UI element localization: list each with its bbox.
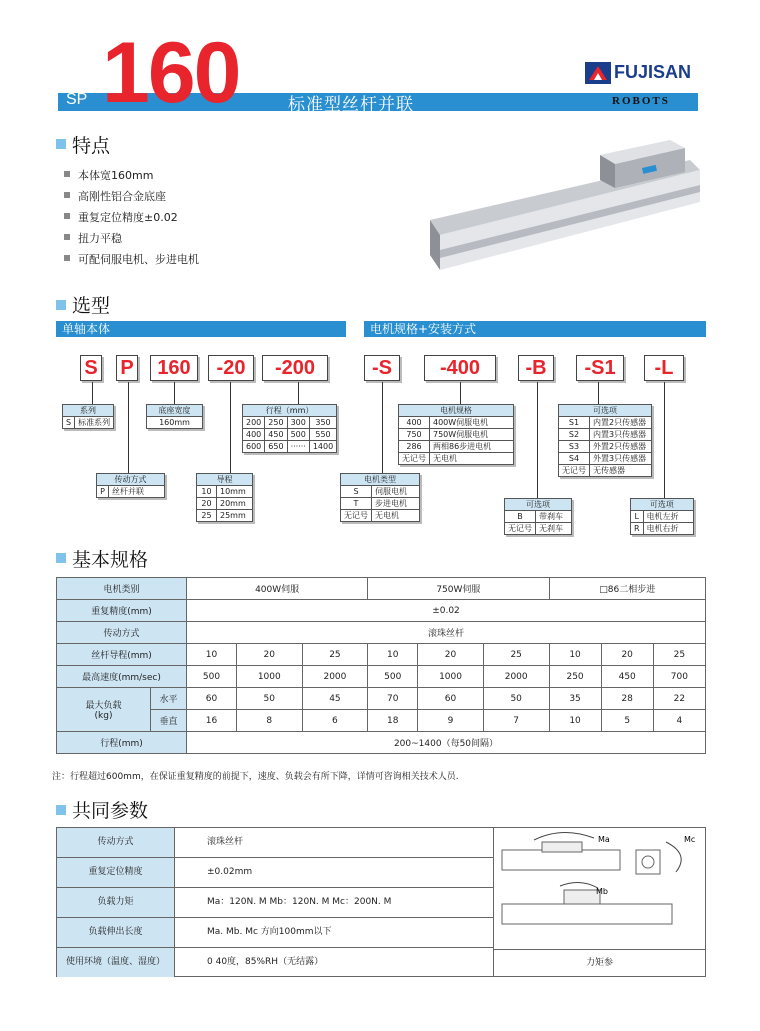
- table-header: 可选项: [505, 499, 572, 511]
- table-cell: 10: [368, 644, 418, 666]
- model-prefix: SP: [66, 91, 88, 108]
- table-cell: 600: [243, 441, 265, 453]
- table-cell: P: [97, 486, 109, 498]
- table-row: [197, 486, 253, 498]
- table-cell: 传动方式: [57, 622, 187, 644]
- table-row: [97, 486, 165, 498]
- table-cell: ±0.02: [187, 600, 706, 622]
- table-cell: 16: [187, 710, 237, 732]
- table-cell: 10: [197, 486, 217, 498]
- table-row: [559, 429, 652, 441]
- model-code: -B: [518, 355, 554, 381]
- table-cell: 400W伺服电机: [430, 417, 514, 429]
- table-cell: 500: [287, 429, 309, 441]
- base-width-table: [146, 404, 203, 429]
- table-cell: 20: [236, 644, 302, 666]
- table-cell: 内置2只传感器: [590, 417, 652, 429]
- param-row: [57, 858, 493, 888]
- table-cell: 22: [653, 688, 705, 710]
- table-header: 导程: [197, 474, 253, 486]
- brake-table: [504, 498, 572, 535]
- table-row: [399, 453, 514, 465]
- table-cell: 10mm: [217, 486, 253, 498]
- table-cell: 电机类别: [57, 578, 187, 600]
- table-cell: S: [63, 417, 75, 429]
- table-cell: R: [631, 523, 644, 535]
- mb-label: Mb: [596, 887, 608, 896]
- param-value: Ma：120N. M Mb：120N. M Mc：200N. M: [207, 897, 392, 907]
- table-cell: 300: [287, 417, 309, 429]
- motor-spec-table: [398, 404, 514, 465]
- table-cell: 45: [302, 688, 368, 710]
- table-cell: 电机右折: [643, 523, 693, 535]
- table-cell: 4: [653, 710, 705, 732]
- table-row: [559, 465, 652, 477]
- table-cell: 最高速度(mm/sec): [57, 666, 187, 688]
- table-row: [559, 453, 652, 465]
- table-cell: 250: [265, 417, 287, 429]
- lead-table: [196, 473, 253, 522]
- model-code: P: [116, 355, 138, 381]
- table-cell: 1400: [309, 441, 336, 453]
- table-header: 可选项: [631, 499, 694, 511]
- table-cell: 无记号: [341, 510, 372, 522]
- table-cell: 垂直: [151, 710, 187, 732]
- feature-item: 本体宽160mm: [78, 169, 154, 182]
- table-cell: 10: [187, 644, 237, 666]
- table-row: [197, 498, 253, 510]
- table-cell: 28: [601, 688, 653, 710]
- table-cell: 10: [549, 644, 601, 666]
- table-cell: 步进电机: [372, 498, 420, 510]
- param-row: [57, 948, 493, 978]
- table-cell: 650: [265, 441, 287, 453]
- table-cell: □86二相步进: [549, 578, 706, 600]
- table-cell: S2: [559, 429, 590, 441]
- param-value: ±0.02mm: [207, 867, 253, 877]
- table-cell: 500: [187, 666, 237, 688]
- bullet-icon: [64, 171, 70, 177]
- table-cell: 无刹车: [536, 523, 572, 535]
- connector-line: [128, 382, 129, 473]
- table-cell: 2000: [302, 666, 368, 688]
- page-subtitle: 标准型丝杆并联: [288, 95, 414, 115]
- bullet-icon: [64, 192, 70, 198]
- feature-item: 高刚性铝合金底座: [78, 190, 166, 203]
- table-row: [341, 486, 420, 498]
- table-cell: 18: [368, 710, 418, 732]
- series-table: [62, 404, 114, 429]
- model-code: -S: [364, 355, 400, 381]
- table-cell: 伺服电机: [372, 486, 420, 498]
- connector-line: [298, 382, 299, 404]
- table-cell: 60: [418, 688, 484, 710]
- table-cell: 电机左折: [643, 511, 693, 523]
- param-label: 传动方式: [57, 828, 175, 857]
- table-cell: 20: [197, 498, 217, 510]
- product-image: [420, 140, 710, 280]
- table-cell: 8: [236, 710, 302, 732]
- table-cell: S1: [559, 417, 590, 429]
- table-row: [631, 523, 694, 535]
- model-number: 160: [102, 25, 240, 121]
- table-cell: 25: [197, 510, 217, 522]
- param-label: 使用环境（温度、湿度）: [57, 948, 175, 977]
- single-axis-bar: 单轴本体: [56, 321, 346, 337]
- stroke-table: [242, 404, 337, 453]
- table-row: [57, 666, 706, 688]
- table-cell: 内置3只传感器: [590, 429, 652, 441]
- section-marker-icon: [56, 805, 66, 815]
- sensor-table: [558, 404, 652, 477]
- table-cell: B: [505, 511, 536, 523]
- connector-line: [664, 382, 665, 498]
- table-cell: 外置2只传感器: [590, 441, 652, 453]
- table-cell: 25: [302, 644, 368, 666]
- feature-item: 重复定位精度±0.02: [78, 211, 178, 224]
- section-marker-icon: [56, 553, 66, 563]
- param-value: 0 40度，85%RH（无结露）: [207, 957, 324, 967]
- table-cell: 60: [187, 688, 237, 710]
- table-row: [559, 417, 652, 429]
- table-row: [559, 441, 652, 453]
- table-cell: 286: [399, 441, 430, 453]
- param-label: 负载力矩: [57, 888, 175, 917]
- table-row: [505, 511, 572, 523]
- model-code: S: [80, 355, 102, 381]
- table-cell: 50: [236, 688, 302, 710]
- table-header: 传动方式: [97, 474, 165, 486]
- table-cell: 20mm: [217, 498, 253, 510]
- table-cell: 700: [653, 666, 705, 688]
- param-row: [57, 918, 493, 948]
- table-header: 系列: [63, 405, 114, 417]
- table-cell: 1000: [236, 666, 302, 688]
- brand-name: FUJISAN: [614, 62, 692, 82]
- table-row: [57, 644, 706, 666]
- table-row: [243, 417, 337, 429]
- moment-diagram: [494, 828, 706, 950]
- bullet-icon: [64, 213, 70, 219]
- table-header: 电机规格: [399, 405, 514, 417]
- table-header: 底座宽度: [147, 405, 203, 417]
- common-params-table: [56, 827, 706, 977]
- table-cell: 400W伺服: [187, 578, 368, 600]
- table-cell: S4: [559, 453, 590, 465]
- table-row: [243, 429, 337, 441]
- model-code: 160: [150, 355, 198, 381]
- section-marker-icon: [56, 300, 66, 310]
- table-cell: 10: [549, 710, 601, 732]
- model-code: -20: [208, 355, 254, 381]
- table-cell: 350: [309, 417, 336, 429]
- table-cell: 400: [399, 417, 430, 429]
- table-cell: 外置3只传感器: [590, 453, 652, 465]
- table-row: [631, 511, 694, 523]
- table-cell: 带刹车: [536, 511, 572, 523]
- table-cell: 2000: [483, 666, 549, 688]
- table-header: 可选项: [559, 405, 652, 417]
- table-cell: 50: [483, 688, 549, 710]
- figure-caption: 力矩参: [494, 949, 705, 976]
- connector-line: [382, 382, 383, 473]
- table-cell: 无记号: [559, 465, 590, 477]
- common-heading: 共同参数: [72, 800, 149, 822]
- table-cell: S3: [559, 441, 590, 453]
- table-row: [57, 578, 706, 600]
- table-cell: 25mm: [217, 510, 253, 522]
- table-row: [197, 510, 253, 522]
- fujisan-logo-icon: [585, 62, 611, 84]
- table-cell: 无传感器: [590, 465, 652, 477]
- table-row: [57, 600, 706, 622]
- table-row: [57, 732, 706, 754]
- table-cell: T: [341, 498, 372, 510]
- table-cell: 160mm: [147, 417, 203, 429]
- model-code: -400: [424, 355, 496, 381]
- table-cell: 丝杆导程(mm): [57, 644, 187, 666]
- section-marker-icon: [56, 139, 66, 149]
- model-code: -L: [644, 355, 684, 381]
- ma-label: Ma: [598, 835, 610, 844]
- connector-line: [92, 382, 93, 404]
- connector-line: [174, 382, 175, 404]
- table-row: [505, 523, 572, 535]
- table-header: 电机类型: [341, 474, 420, 486]
- table-cell: 无电机: [372, 510, 420, 522]
- table-cell: 400: [243, 429, 265, 441]
- table-cell: 750: [399, 429, 430, 441]
- param-row: [57, 888, 493, 918]
- table-cell: 7: [483, 710, 549, 732]
- table-cell: 行程(mm): [57, 732, 187, 754]
- table-cell: 无电机: [430, 453, 514, 465]
- table-cell: 200~1400（每50间隔）: [187, 732, 706, 754]
- table-cell: 标准系列: [75, 417, 114, 429]
- connector-line: [230, 382, 231, 473]
- param-label: 重复定位精度: [57, 858, 175, 887]
- table-row: [57, 622, 706, 644]
- model-code: -200: [262, 355, 328, 381]
- table-cell: 两相86步进电机: [430, 441, 514, 453]
- bullet-icon: [64, 234, 70, 240]
- table-cell: 5: [601, 710, 653, 732]
- mc-label: Mc: [684, 835, 696, 844]
- brand-sub: ROBOTS: [612, 95, 670, 107]
- table-cell: 无记号: [399, 453, 430, 465]
- connector-line: [460, 382, 461, 404]
- table-cell: 25: [653, 644, 705, 666]
- table-cell: 9: [418, 710, 484, 732]
- table-cell: 丝杆并联: [109, 486, 165, 498]
- param-value: 滚珠丝杆: [207, 837, 244, 847]
- table-cell: 无记号: [505, 523, 536, 535]
- table-cell: 20: [601, 644, 653, 666]
- table-cell: 35: [549, 688, 601, 710]
- connector-line: [537, 382, 538, 498]
- table-row: [57, 710, 706, 732]
- table-cell: 20: [418, 644, 484, 666]
- table-cell: 水平: [151, 688, 187, 710]
- table-cell: 25: [483, 644, 549, 666]
- table-cell: S: [341, 486, 372, 498]
- table-row: [341, 498, 420, 510]
- table-cell: 750W伺服电机: [430, 429, 514, 441]
- selection-heading: 选型: [72, 295, 111, 317]
- moment-figure: [493, 828, 705, 976]
- motor-spec-bar: 电机规格+安装方式: [364, 321, 706, 337]
- table-row: [399, 429, 514, 441]
- table-row: [341, 510, 420, 522]
- motor-type-table: [340, 473, 420, 522]
- spec-table: [56, 577, 706, 754]
- table-cell: 重复精度(mm): [57, 600, 187, 622]
- table-cell: 200: [243, 417, 265, 429]
- model-code: -S1: [576, 355, 624, 381]
- table-header: 行程（mm）: [243, 405, 337, 417]
- table-row: [243, 441, 337, 453]
- table-cell: 550: [309, 429, 336, 441]
- table-cell: 滚珠丝杆: [187, 622, 706, 644]
- spec-heading: 基本规格: [72, 549, 149, 571]
- param-value: Ma. Mb. Mc 方向100mm以下: [207, 927, 332, 937]
- param-row: [57, 828, 493, 858]
- table-cell: 最大负载 (kg): [57, 688, 151, 732]
- table-row: [57, 688, 706, 710]
- connector-line: [598, 382, 599, 404]
- bullet-icon: [64, 255, 70, 261]
- table-cell: 500: [368, 666, 418, 688]
- feature-item: 扭力平稳: [78, 232, 122, 245]
- table-cell: L: [631, 511, 644, 523]
- table-row: [399, 441, 514, 453]
- table-cell: 750W伺服: [368, 578, 549, 600]
- table-row: [399, 417, 514, 429]
- table-cell: ······: [287, 441, 309, 453]
- table-cell: 450: [601, 666, 653, 688]
- spec-note: 注：行程超过600mm，在保证重复精度的前提下，速度、负载会有所下降，详情可咨询相关技术人员.: [52, 772, 459, 782]
- table-cell: 70: [368, 688, 418, 710]
- drive-table: [96, 473, 165, 498]
- param-label: 负载伸出长度: [57, 918, 175, 947]
- table-cell: 250: [549, 666, 601, 688]
- features-heading: 特点: [72, 135, 111, 157]
- table-cell: 6: [302, 710, 368, 732]
- table-cell: 1000: [418, 666, 484, 688]
- table-cell: 450: [265, 429, 287, 441]
- feature-item: 可配伺服电机、步进电机: [78, 253, 199, 266]
- motor-side-table: [630, 498, 694, 535]
